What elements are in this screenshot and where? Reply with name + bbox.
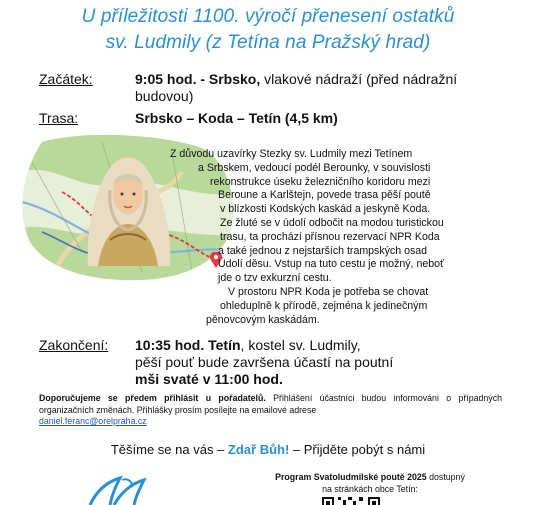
greeting-motto: Zdař Bůh! [227, 442, 290, 457]
greeting-line [0, 442, 536, 457]
page-title-line-2: sv. Ludmily (z Tetína na Pražský hrad) [105, 32, 431, 53]
start-detail-1: vlakové nádraží (před nádražní [260, 71, 458, 87]
description-line-12: ohleduplně k přírodě, zejména k jedinečným [220, 299, 428, 312]
description-line-13: pěnovcovým kaskádám. [206, 313, 320, 326]
qr-code-icon[interactable] [320, 496, 382, 505]
route-label: Trasa: [39, 110, 79, 126]
email-link[interactable]: daniel.feranc@orelpraha.cz [39, 416, 147, 427]
route-value: Srbsko – Koda – Tetín (4,5 km) [135, 110, 338, 126]
description-line-9: Údolí děsu. Vstup na tuto cestu je možný, neboť [218, 258, 444, 271]
description-line-5: v blízkosti Kodských kaskád a jeskyně Koda. [220, 203, 431, 216]
start-value [135, 71, 495, 88]
greeting-part-3: – Přijděte pobýt s námi [289, 442, 426, 457]
start-time-place: 9:05 hod. - Srbsko, [135, 71, 261, 87]
end-time-place: 10:35 hod. Tetín [135, 337, 241, 353]
end-label: Zakončení: [39, 337, 109, 353]
description-line-7: trasu, ta prochází přísnou rezervací NPR Koda [220, 230, 440, 243]
greeting-part-1: Těšíme se na vás – [110, 442, 228, 457]
end-line-2: pěší pouť bude završena účastí na poutní [135, 354, 394, 370]
description-line-4: Beroune a Karlštejn, povede trasa pěší poutě [218, 189, 431, 202]
program-info [250, 472, 490, 483]
start-label: Začátek: [39, 71, 93, 87]
description-line-1: Z důvodu uzavírky Stezky sv. Ludmily mezi Tetínem [170, 148, 413, 160]
description-line-10: jde o tzv exkurzní cestu. [218, 272, 332, 285]
registration-note-bold: Doporučujeme se předem přihlásit u pořadatelů. [39, 393, 266, 403]
saint-ludmila-portrait [80, 134, 176, 266]
description-line-8: a také jednou z nejstarších trampských osad [218, 244, 428, 257]
registration-note-text: Přihlášení účastníci budou informováni o případných organizačních změnách. Přihlášky prosím posílejte na emailové adrese [39, 393, 502, 415]
logo-icon [86, 474, 156, 505]
program-location: na stránkách obce Tetín: [322, 484, 418, 494]
end-value [135, 337, 495, 354]
route-description [170, 148, 503, 327]
end-line-3: mši svaté v 11:00 hod. [135, 371, 283, 387]
program-title: Program Svatoludmilské poutě 2025 [275, 472, 427, 482]
program-available: dostupný [426, 472, 465, 482]
start-detail-2: budovou) [135, 88, 194, 104]
registration-note [39, 393, 502, 428]
description-line-3: rekonstrukce úseku železničního koridoru mezi [210, 175, 431, 188]
description-line-6: Ze žluté se v údolí odbočit na modou turistickou [220, 216, 444, 229]
page-title-line-1: U příležitosti 1100. výročí přenesení ostatků [81, 6, 455, 27]
description-line-2: a Srbskem, vedoucí podél Berounky, v souvislosti [198, 161, 431, 174]
description-line-11: V prostoru NPR Koda je potřeba se chovat [228, 285, 429, 298]
end-detail: , kostel sv. Ludmily, [240, 337, 361, 353]
